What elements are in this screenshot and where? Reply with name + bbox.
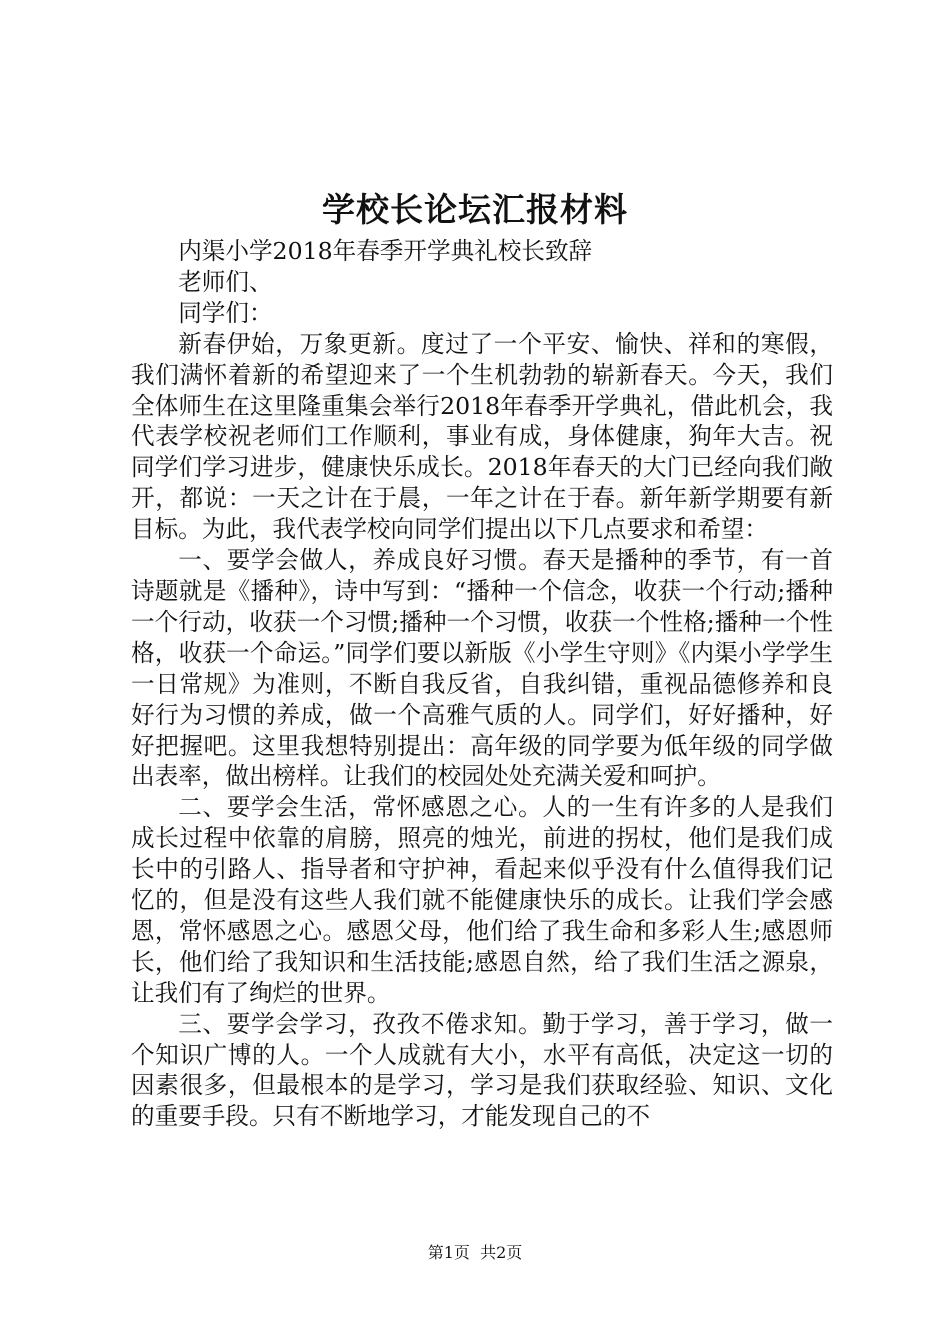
document-title: 学校长论坛汇报材料 (322, 190, 628, 229)
document-body (131, 236, 833, 1132)
subtitle-line: 内渠小学2018年春季开学典礼校长致辞 (178, 237, 593, 265)
salutation-teachers: 老师们、 (178, 267, 273, 296)
salutation-students: 同学们： (178, 298, 273, 327)
body-paragraph: 新春伊始，万象更新。度过了一个平安、愉快、祥和的寒假，我们满怀着新的希望迎来了一个生机勃勃的崭新春天。今天，我们全体师生在这里隆重集会举行2018年春季开学典礼，借此机会，我代表学校祝老师们工作顺利，事业有成，身体健康，狗年大吉。祝同学们学习进步，健康快乐成长。2018年春天的大门已经向我们敞开，都说：一天之计在于晨，一年之计在于春。新年新学期要有新目标。为此，我代表学校向同学们提出以下几点要求和希望： (131, 329, 833, 544)
body-paragraph: 二、要学会生活，常怀感恩之心。人的一生有许多的人是我们成长过程中依靠的肩膀，照亮的烛光，前进的拐杖，他们是我们成长中的引路人、指导者和守护神，看起来似乎没有什么值得我们记忆的，但是没有这些人我们就不能健康快乐的成长。让我们学会感恩，常怀感恩之心。感恩父母，他们给了我生命和多彩人生;感恩师长，他们给了我知识和生活技能;感恩自然，给了我们生活之源泉，让我们有了绚烂的世界。 (131, 793, 833, 1007)
page-footer: 第1页 共2页 (427, 1243, 523, 1262)
body-paragraph: 一、要学会做人，养成良好习惯。春天是播种的季节，有一首诗题就是《播种》，诗中写到：“播种一个信念，收获一个行动;播种一个行动，收获一个习惯;播种一个习惯，收获一个性格;播种一个性格，收获一个命运。”同学们要以新版《小学生守则》《内渠小学学生一日常规》为准则，不断自我反省，自我纠错，重视品德修养和良好行为习惯的养成，做一个高雅气质的人。同学们，好好播种，好好把握吧。这里我想特别提出：高年级的同学要为低年级的同学做出表率，做出榜样。让我们的校园处处充满关爱和呵护。 (131, 546, 833, 791)
body-paragraph: 三、要学会学习，孜孜不倦求知。勤于学习，善于学习，做一个知识广博的人。一个人成就有大小，水平有高低，决定这一切的因素很多，但最根本的是学习，学习是我们获取经验、知识、文化的重要手段。只有不断地学习，才能发现自己的不 (131, 1009, 833, 1131)
